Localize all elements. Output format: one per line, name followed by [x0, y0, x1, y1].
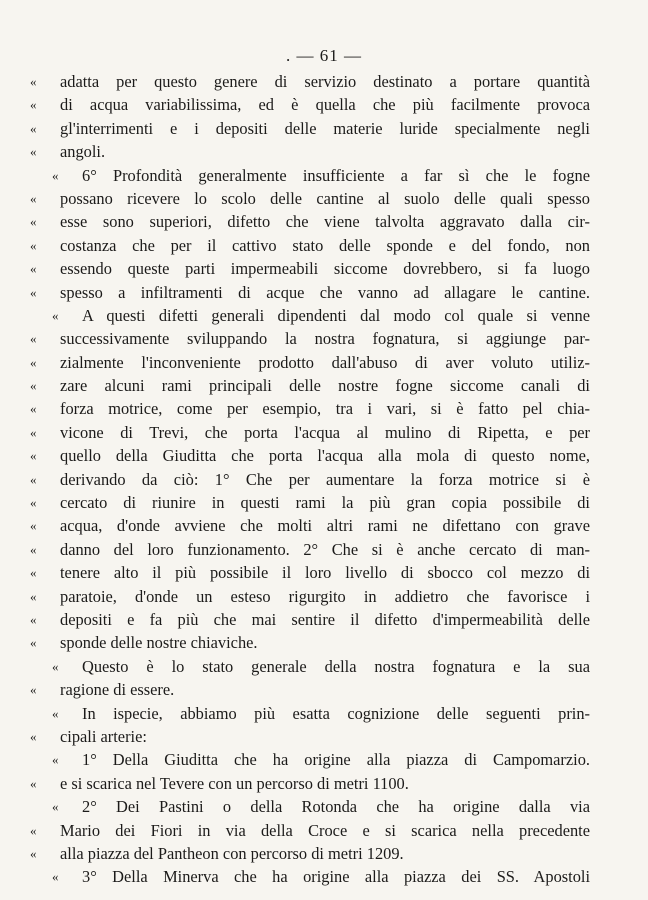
line-text: ragione di essere.	[60, 680, 175, 700]
line-text: tenere alto il più possibile il loro livello di sbocco col mezzo di	[60, 563, 590, 583]
quote-mark: «	[30, 144, 37, 160]
line-text: cipali arterie:	[60, 726, 147, 746]
line-text: gl'interrimenti e i depositi delle materie luride specialmente negli	[60, 118, 590, 138]
text-line	[30, 70, 590, 93]
text-line	[38, 702, 590, 725]
text-line	[38, 655, 590, 678]
line-text: In ispecie, abbiamo più esatta cognizione delle seguenti prin-	[82, 703, 590, 723]
text-line	[30, 444, 590, 467]
quote-mark: «	[30, 214, 37, 230]
text-line	[30, 351, 590, 374]
line-text: di acqua variabilissima, ed è quella che più facilmente provoca	[60, 95, 590, 115]
text-line	[30, 819, 590, 842]
quote-mark: «	[30, 331, 37, 347]
line-text: sponde delle nostre chiaviche.	[60, 633, 258, 653]
line-text: essendo queste parti impermeabili siccome dovrebbero, si fa luogo	[60, 259, 590, 279]
line-text: adatta per questo genere di servizio destinato a portare quantità	[60, 72, 590, 91]
line-text: zare alcuni rami principali delle nostre fogne siccome canali di	[60, 376, 590, 396]
page-number: . — 61 —	[286, 46, 362, 65]
text-line	[30, 117, 590, 140]
line-text: vicone di Trevi, che porta l'acqua al mulino di Ripetta, e per	[60, 422, 590, 442]
text-line	[30, 585, 590, 608]
text-line	[30, 210, 590, 233]
quote-mark: «	[30, 775, 37, 791]
text-line	[30, 725, 590, 748]
line-text: zialmente l'inconveniente prodotto dall'abuso di aver voluto utiliz-	[60, 352, 590, 372]
quote-mark: «	[52, 658, 59, 674]
text-line	[30, 140, 590, 163]
quote-mark: «	[30, 611, 37, 627]
text-line	[38, 748, 590, 771]
line-text: esse sono superiori, difetto che viene talvolta aggravato dalla cir-	[60, 212, 590, 232]
text-line	[30, 608, 590, 631]
text-line	[30, 631, 590, 654]
quote-mark: «	[30, 448, 37, 464]
text-line	[30, 421, 590, 444]
quote-mark: «	[30, 190, 37, 206]
quote-mark: «	[52, 307, 59, 323]
quote-mark: «	[52, 167, 59, 183]
quote-mark: «	[30, 541, 37, 557]
quote-mark: «	[30, 728, 37, 744]
line-text: forza motrice, come per esempio, tra i vari, si è fatto pel chia-	[60, 399, 590, 419]
line-text: quello della Giuditta che porta l'acqua alla mola di questo nome,	[60, 446, 590, 466]
line-text: 2° Dei Pastini o della Rotonda che ha origine dalla via	[82, 797, 590, 817]
line-text: costanza che per il cattivo stato delle sponde e del fondo, non	[60, 235, 590, 255]
quote-mark: «	[30, 261, 37, 277]
text-line	[30, 281, 590, 304]
line-text: 3° Della Minerva che ha origine alla piazza dei SS. Apostoli	[82, 867, 590, 887]
text-line	[30, 187, 590, 210]
quote-mark: «	[52, 752, 59, 768]
quote-mark: «	[30, 588, 37, 604]
quote-mark: «	[30, 97, 37, 113]
line-text: danno del loro funzionamento. 2° Che si è anche cercato di man-	[60, 539, 590, 559]
text-line	[30, 514, 590, 537]
quote-mark: «	[30, 565, 37, 581]
line-text: 1° Della Giuditta che ha origine alla piazza di Campomarzio.	[82, 750, 590, 770]
quote-mark: «	[30, 378, 37, 394]
quote-mark: «	[30, 120, 37, 136]
line-text: possano ricevere lo scolo delle cantine al suolo delle quali spesso	[60, 188, 590, 208]
line-text: A questi difetti generali dipendenti dal modo col quale si venne	[82, 305, 590, 325]
text-line	[30, 234, 590, 257]
line-text: Mario dei Fiori in via della Croce e si scarica nella precedente	[60, 820, 590, 840]
text-line	[30, 397, 590, 420]
line-text: derivando da ciò: 1° Che per aumentare la forza motrice si è	[60, 469, 590, 489]
quote-mark: «	[30, 354, 37, 370]
text-line	[30, 468, 590, 491]
text-line	[38, 164, 590, 187]
quote-mark: «	[52, 799, 59, 815]
quote-mark: «	[30, 284, 37, 300]
line-text: e si scarica nel Tevere con un percorso di metri 1100.	[60, 773, 409, 793]
quote-mark: «	[30, 518, 37, 534]
text-line	[30, 842, 590, 865]
text-line	[30, 561, 590, 584]
text-line	[38, 795, 590, 818]
line-text: alla piazza del Pantheon con percorso di metri 1209.	[60, 843, 404, 863]
line-text: cercato di riunire in questi rami la più gran copia possibile di	[60, 493, 590, 513]
line-text: paratoie, d'onde un esteso rigurgito in addietro che favorisce i	[60, 586, 590, 606]
text-line	[38, 865, 590, 888]
line-text: spesso a infiltramenti di acque che vanno ad allagare le cantine.	[60, 282, 590, 302]
quote-mark: «	[30, 822, 37, 838]
text-line	[30, 93, 590, 116]
text-line	[30, 327, 590, 350]
quote-mark: «	[30, 424, 37, 440]
line-text: successivamente sviluppando la nostra fognatura, si aggiunge par-	[60, 329, 590, 349]
text-line	[30, 374, 590, 397]
text-line	[38, 304, 590, 327]
quote-mark: «	[52, 869, 59, 885]
quote-mark: «	[52, 705, 59, 721]
quote-mark: «	[30, 635, 37, 651]
text-line	[30, 491, 590, 514]
line-text: Questo è lo stato generale della nostra fognatura e la sua	[82, 656, 590, 676]
text-line	[30, 257, 590, 280]
line-text: angoli.	[60, 142, 106, 162]
quote-mark: «	[30, 401, 37, 417]
text-line	[30, 772, 590, 795]
quote-mark: «	[30, 495, 37, 511]
quote-mark: «	[30, 74, 37, 89]
quote-mark: «	[30, 471, 37, 487]
text-line	[30, 538, 590, 561]
quote-mark: «	[30, 237, 37, 253]
line-text: acqua, d'onde avviene che molti altri rami ne difettano con grave	[60, 516, 590, 536]
line-text: 6° Profondità generalmente insufficiente a far sì che le fogne	[82, 165, 590, 185]
text-line	[30, 678, 590, 701]
body-text	[30, 70, 590, 889]
line-text: depositi e fa più che mai sentire il difetto d'impermeabilità delle	[60, 609, 590, 629]
quote-mark: «	[30, 845, 37, 861]
quote-mark: «	[30, 682, 37, 698]
